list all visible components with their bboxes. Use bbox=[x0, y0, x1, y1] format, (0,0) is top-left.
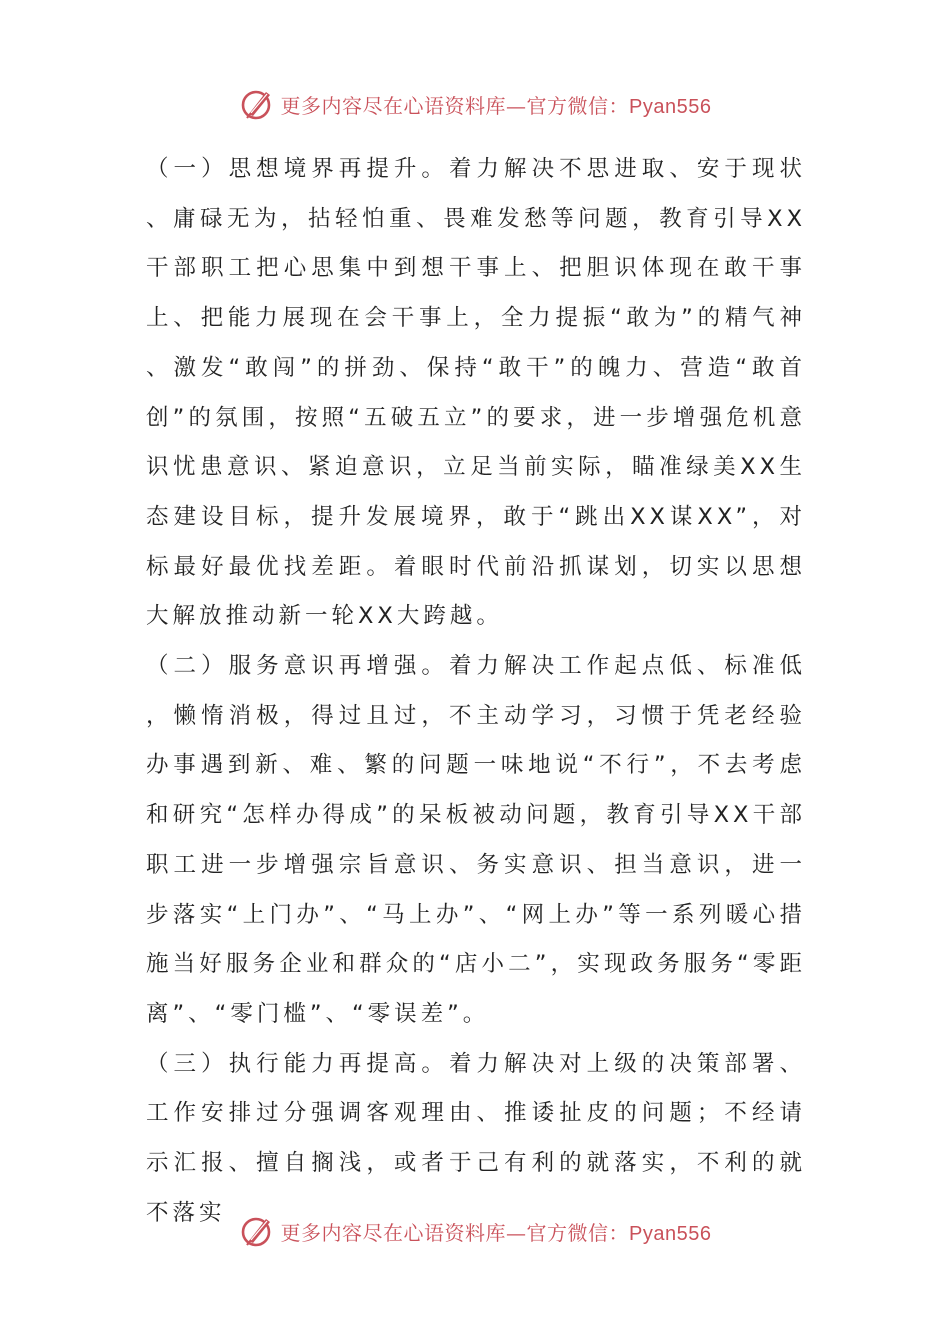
paragraph-2: （二）服务意识再增强。着力解决工作起点低、标准低，懒惰消极，得过且过，不主动学习，习惯于凭老经验办事遇到新、难、繁的问题一味地说“不行”，不去考虑和研究“怎样办得成”的呆板被动问题，教育引导XX干部职工进一步增强宗旨意识、务实意识、担当意识，进一步落实“上门办”、“马上办”、“网上办”等一系列暖心措施当好服务企业和群众的“店小二”，实现政务服务“零距离”、“零门槛”、“零误差”。 bbox=[146, 653, 806, 1027]
quill-pen-logo-icon bbox=[239, 86, 275, 122]
watermark-text: 更多内容尽在心语资料库—官方微信：Pyan556 bbox=[280, 93, 712, 118]
watermark-banner-bottom bbox=[0, 1209, 950, 1253]
paragraph-1: （一）思想境界再提升。着力解决不思进取、安于现状、庸碌无为，拈轻怕重、畏难发愁等问题，教育引导XX干部职工把心思集中到想干事上、把胆识体现在敢干事上、把能力展现在会干事上，全力提振“敢为”的精气神、激发“敢闯”的拼劲、保持“敢干”的魄力、营造“敢首创”的氛围，按照“五破五立”的要求，进一步增强危机意识忧患意识、紧迫意识，立足当前实际，瞄准绿美XX生态建设目标，提升发展境界，敢于“跳出XX谋XX”，对标最好最优找差距。着眼时代前沿抓谋划，切实以思想大解放推动新一轮XX大跨越。 bbox=[146, 156, 806, 630]
paragraph-3: （三）执行能力再提高。着力解决对上级的决策部署、工作安排过分强调客观理由、推诿扯皮的问题；不经请示汇报、擅自搁浅，或者于己有利的就落实，不利的就不落实 bbox=[146, 1050, 806, 1226]
watermark-banner-top bbox=[0, 82, 950, 126]
watermark-text: 更多内容尽在心语资料库—官方微信：Pyan556 bbox=[280, 1220, 712, 1245]
quill-pen-logo-icon bbox=[239, 1213, 275, 1249]
document-body bbox=[146, 145, 806, 1238]
